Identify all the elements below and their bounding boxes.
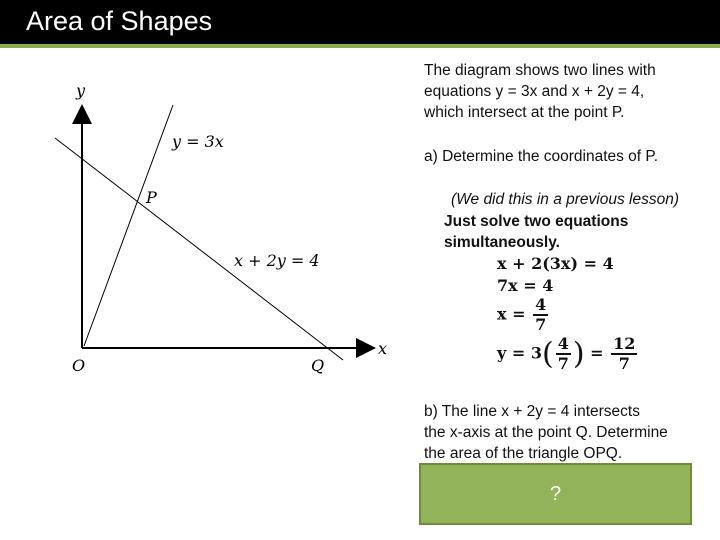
line-x-plus-2y-equals-4 — [55, 138, 343, 360]
solution-step-4: y = 3( $\frac{4}{7}$ ) = $\frac{12}{7}$ — [497, 334, 636, 373]
question-intro — [424, 60, 656, 123]
step4-equals: = — [590, 343, 604, 363]
solution-step-3 — [497, 296, 550, 334]
part-a-text: a) Determine the coordinates of P. — [424, 148, 659, 165]
answer-placeholder: ? — [549, 482, 562, 505]
previous-lesson-note: (We did this in a previous lesson) — [451, 191, 680, 208]
step4-denominator: 7 — [557, 354, 569, 373]
reveal-answer-box[interactable] — [419, 463, 692, 525]
coordinate-diagram — [0, 48, 400, 388]
fraction-inner — [556, 335, 571, 373]
point-p-label: P — [146, 188, 157, 207]
line2-label: x + 2y = 4 — [234, 251, 320, 270]
intro-line-2: equations y = 3x and x + 2y = 4, — [424, 83, 645, 100]
fraction-x — [533, 296, 548, 334]
step4-result-numerator: 12 — [613, 334, 636, 353]
part-b-line-1: b) The line x + 2y = 4 intersects — [424, 403, 640, 420]
x-axis-label: x — [378, 339, 388, 358]
intro-line-3: which intersect at the point P. — [424, 104, 625, 121]
step3-denominator: 7 — [535, 315, 547, 334]
solution-step-1: x + 2(3x) = 4 — [497, 254, 614, 273]
slide-title: Area of Shapes — [26, 6, 213, 36]
intro-line-1: The diagram shows two lines with — [424, 62, 656, 79]
step4-result-denominator: 7 — [618, 354, 630, 373]
part-b-line-2: the x-axis at the point Q. Determine — [424, 424, 668, 441]
step3-lhs: x = — [497, 304, 526, 324]
y-axis-label: y — [76, 81, 86, 100]
method-line-1: Just solve two equations — [444, 213, 629, 230]
fraction-result — [611, 335, 637, 373]
step3-numerator: 4 — [535, 295, 547, 314]
step4-lhs: y = 3 — [497, 343, 542, 363]
step4-numerator: 4 — [557, 334, 569, 353]
point-q-label: Q — [311, 356, 325, 375]
method-line-2: simultaneously. — [444, 234, 560, 251]
solution-step-2: 7x = 4 — [497, 276, 554, 295]
line-y-equals-3x — [84, 105, 173, 346]
method-text — [444, 211, 628, 253]
part-b-line-3: the area of the triangle OPQ. — [424, 445, 623, 462]
part-b-text — [424, 401, 668, 464]
line1-label: y = 3x — [172, 132, 224, 151]
origin-label: O — [72, 356, 86, 375]
